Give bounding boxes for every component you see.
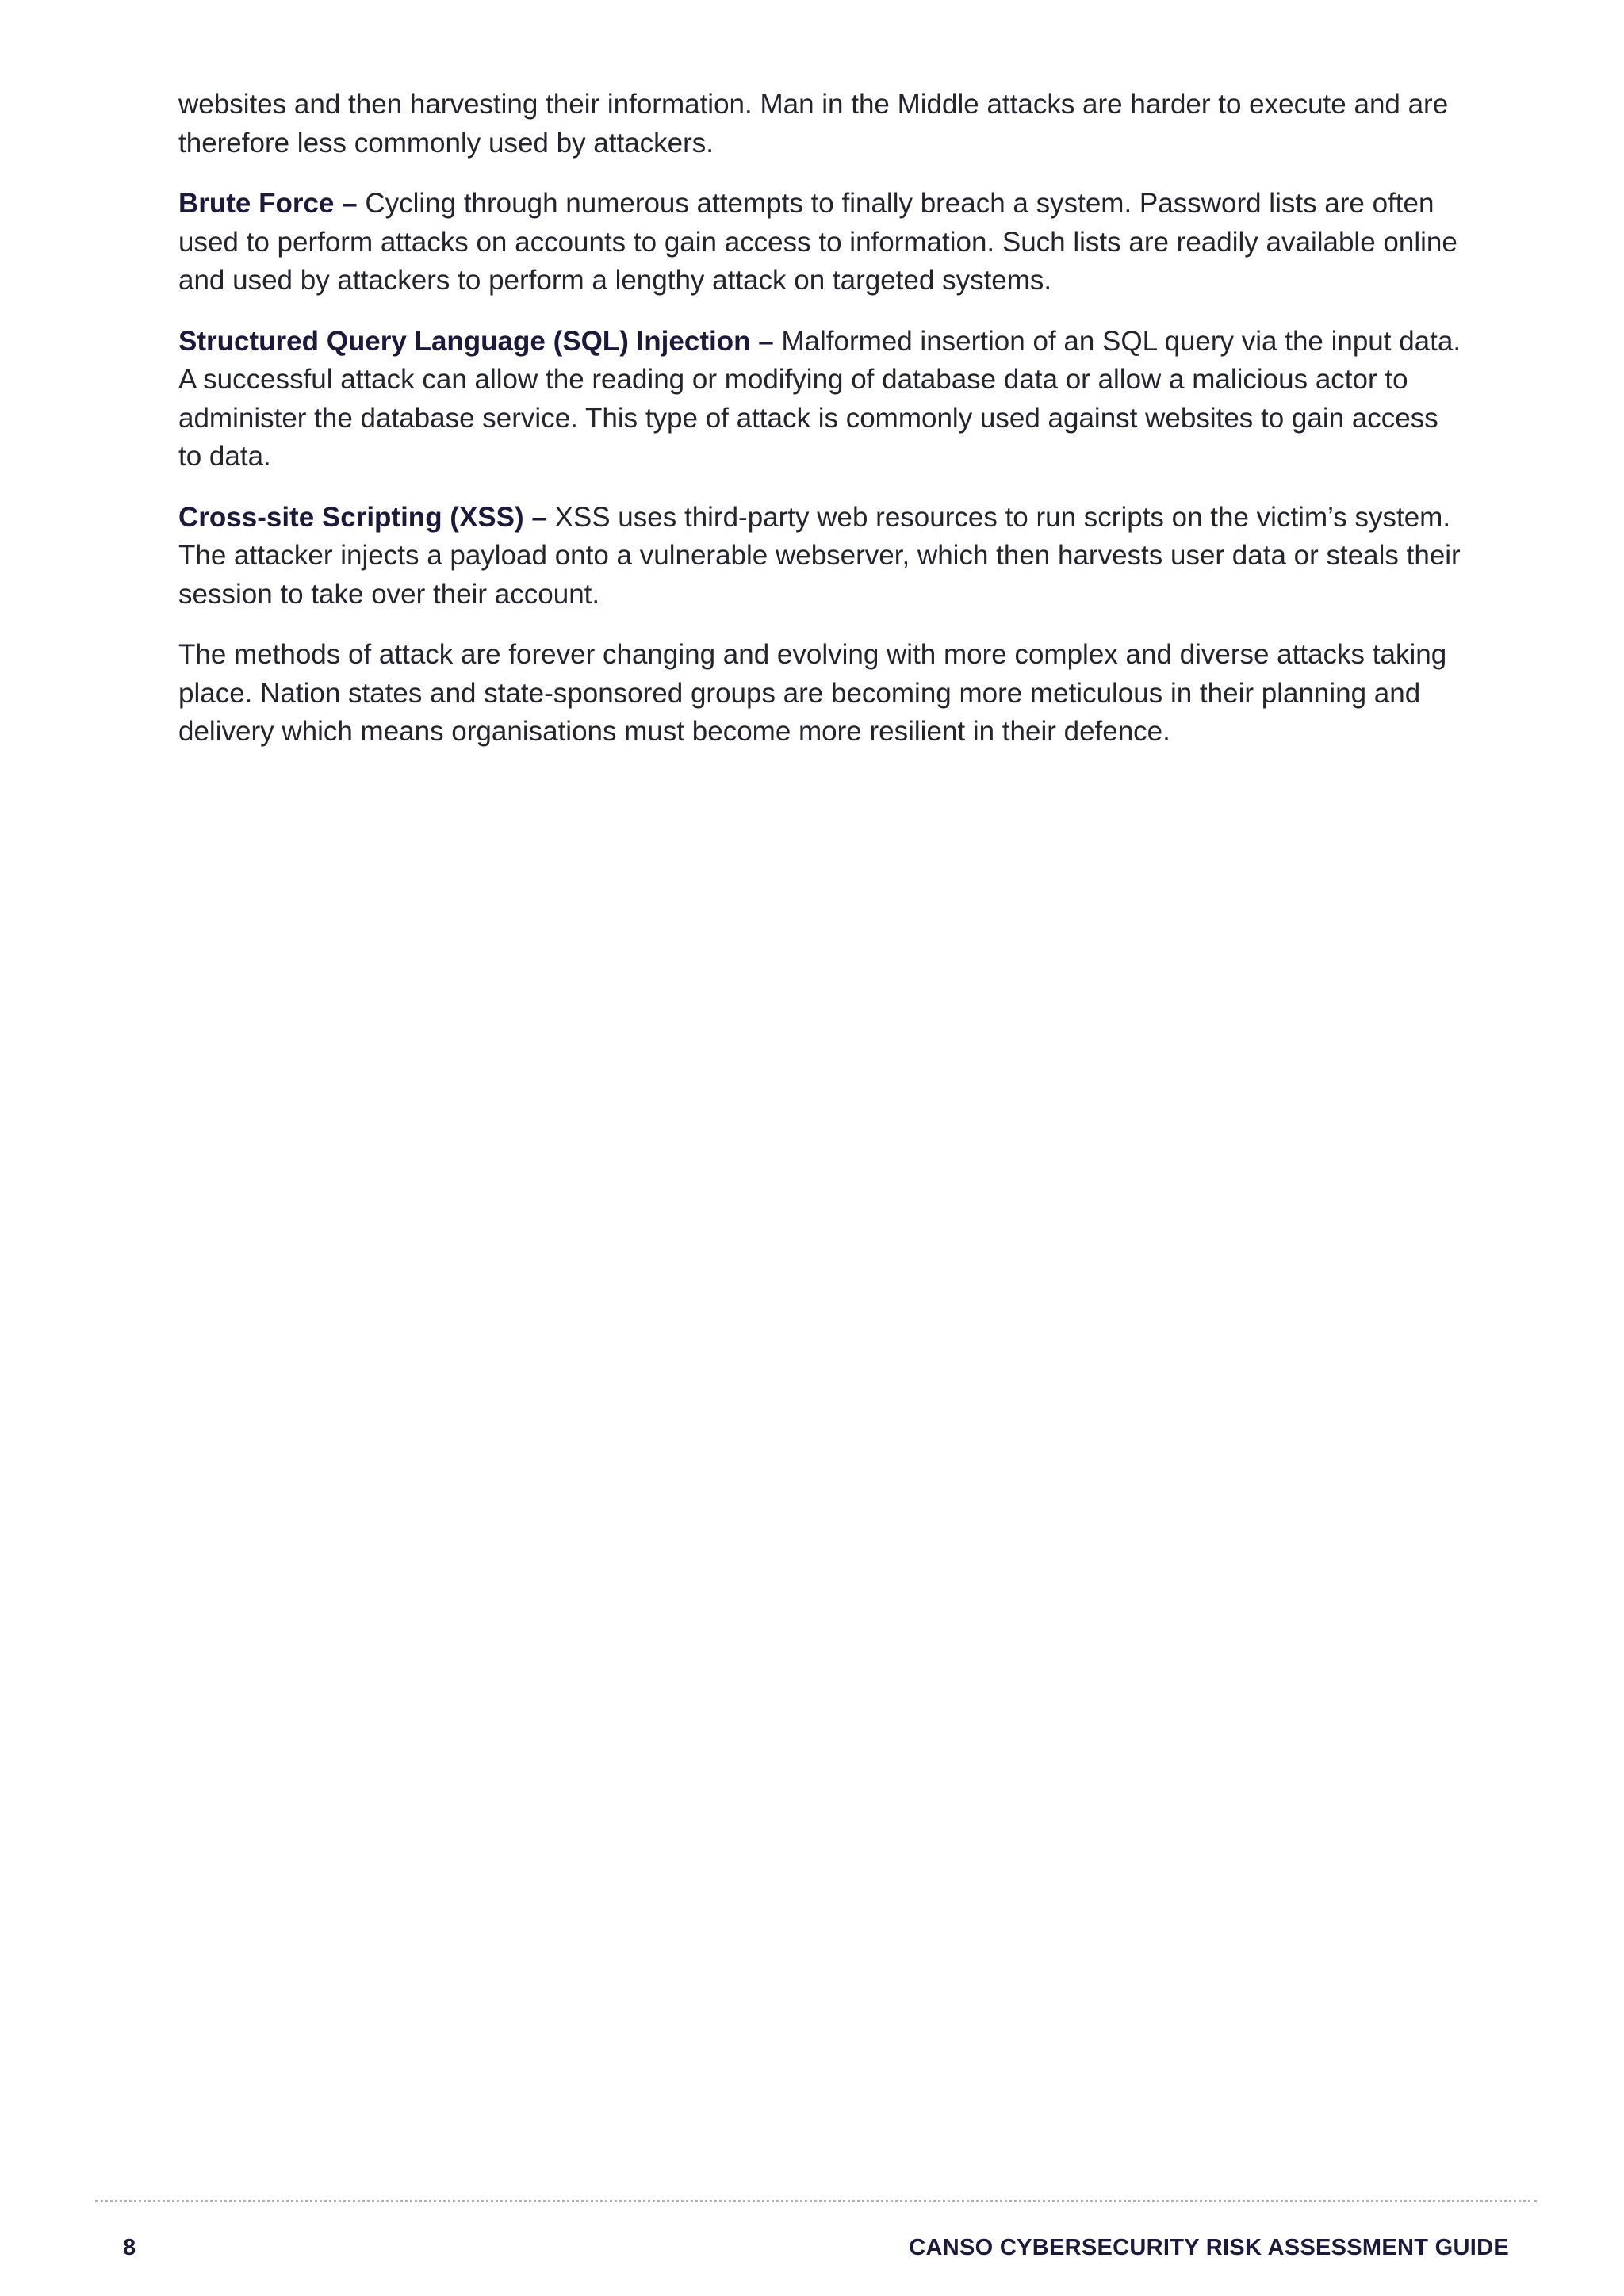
page-footer (123, 2228, 1509, 2267)
term-brute-force: Brute Force – (178, 188, 358, 219)
paragraph-brute-force (178, 185, 1467, 300)
paragraph-conclusion (178, 636, 1467, 752)
paragraph-text: Cycling through numerous attempts to finally breach a system. Password lists are often used to perform attacks on accounts to gain access to information. Such lists are readily available online and used by attackers to perform a lengthy attack on targeted systems. (178, 188, 1457, 296)
page-body (178, 86, 1467, 774)
document-title: CANSO CYBERSECURITY RISK ASSESSMENT GUIDE (909, 2234, 1509, 2260)
paragraph-sql-injection (178, 323, 1467, 476)
term-xss: Cross-site Scripting (XSS) – (178, 501, 547, 533)
paragraph-text: XSS uses third-party web resources to run scripts on the victim’s system. The attacker injects a payload onto a vulnerable webserver, which then harvests user data or steals their session to take over their account. (178, 501, 1461, 610)
paragraph-text: The methods of attack are forever changing and evolving with more complex and diverse attacks taking place. Nation states and state-sponsored groups are becoming more meticulous in their planning and delivery which means organisations must become more resilient in their defence. (178, 639, 1447, 747)
page-number: 8 (123, 2234, 136, 2260)
footer-divider (95, 2200, 1537, 2202)
paragraph-xss (178, 499, 1467, 614)
paragraph-mitm-continuation (178, 86, 1467, 163)
term-sql-injection: Structured Query Language (SQL) Injection – (178, 325, 774, 357)
paragraph-text: Malformed insertion of an SQL query via the input data. A successful attack can allow the reading or modifying of database data or allow a malicious actor to administer the database service. This type of attack is commonly used against websites to gain access to data. (178, 325, 1461, 472)
paragraph-text: websites and then harvesting their information. Man in the Middle attacks are harder to execute and are therefore less commonly used by attackers. (178, 89, 1449, 159)
